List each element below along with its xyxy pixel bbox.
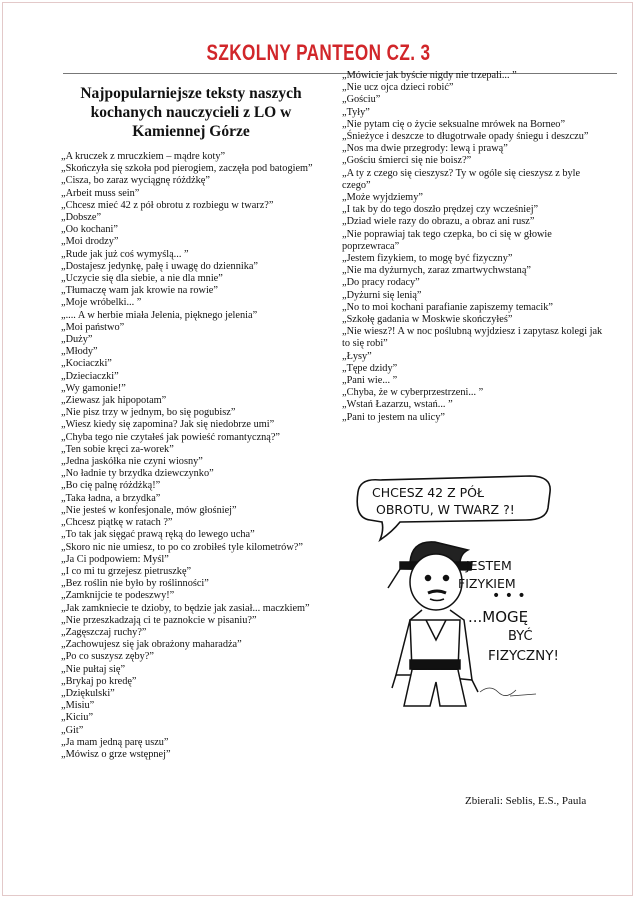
quote-item: „Kociaczki” (61, 358, 112, 370)
quote-item: „Zagęszczaj ruchy?” (61, 626, 147, 638)
quote-item: „Młody” (61, 346, 98, 358)
caption-line-4: BYĆ (508, 629, 533, 644)
quote-item: „Chyba, że w cyberprzestrzeni... ” (342, 387, 484, 399)
quote-item: „Duży” (61, 334, 93, 346)
bubble-line-2: OBROTU, W TWARZ ?! (376, 502, 515, 517)
quote-item: „Jak zamkniecie te dzioby, to będzie jak zasiał... maczkiem” (61, 602, 310, 614)
quote-item: „Chyba tego nie czytałeś jak powieść romantyczną?” (61, 431, 280, 443)
quote-item: „Do pracy rodacy” (342, 277, 420, 289)
quote-item: „Dzieciaczki” (61, 370, 119, 382)
quote-item: „Szkołę gadania w Moskwie skończyłeś” (342, 314, 513, 326)
quote-item: „Tępe dzidy” (342, 362, 398, 374)
quote-item: „Git” (61, 724, 84, 736)
cartoon-illustration (340, 470, 610, 710)
artist-signature (480, 688, 536, 696)
quote-item: „Dobsze” (61, 212, 102, 224)
quote-item: „Pani to jestem na ulicy” (342, 411, 445, 423)
quote-item: „Nie pisz trzy w jednym, bo się pogubisz” (61, 407, 236, 419)
quote-item: „Uczycie się dla siebie, a nie dla mnie” (61, 273, 223, 285)
quote-item: „Jedna jaskółka nie czyni wiosny” (61, 456, 203, 468)
quote-item: „Brykaj po kredę” (61, 675, 137, 687)
quote-item: „Chcesz piątkę w ratach ?” (61, 517, 173, 529)
quote-item: „I co mi tu grzejesz pietruszkę” (61, 565, 192, 577)
quote-item: „Nie ma dyżurnych, zaraz zmartwychwstaną” (342, 265, 531, 277)
quote-item: „Zamknijcie te podeszwy!” (61, 590, 175, 602)
quote-item: „Kiciu” (61, 712, 94, 724)
caption-line-5: FIZYCZNY! (488, 648, 559, 664)
quote-item: „Nie wiesz?! A w noc poślubną wyjdziesz i zapytasz kolegi jak to się robi” (342, 326, 605, 350)
quote-item: „Ten sobie kręci za-worek” (61, 443, 174, 455)
quote-item: „Moi państwo” (61, 321, 125, 333)
right-eye (444, 576, 449, 581)
quote-item: „A ty z czego się cieszysz? Ty w ogóle się cieszysz z byle czego” (342, 167, 583, 191)
quote-item: „No ładnie ty brzydka dziewczynko” (61, 468, 214, 480)
quote-item: „Wy gamonie!” (61, 382, 126, 394)
quote-item: „To tak jak sięgać prawą ręką do lewego ucha” (61, 529, 255, 541)
quote-item: „Nie pułtaj się” (61, 663, 126, 675)
page-title: SZKOLNY PANTEON CZ. 3 (206, 40, 431, 65)
quote-item: „Mówicie jak byście nigdy nie trzepali... ” (342, 70, 517, 81)
quote-item: „Taka ładna, a brzydka” (61, 492, 161, 504)
quote-item: „Gościu śmierci się nie boisz?” (342, 155, 472, 167)
quote-list-left (61, 151, 336, 761)
quote-item: „Moje wróbelki... ” (61, 297, 142, 309)
quote-item: „Gościu” (342, 94, 381, 106)
quote-item: „Pani wie... ” (342, 375, 398, 387)
quote-item: „Bo cię palnę różdżką!” (61, 480, 161, 492)
teacher-figure (388, 542, 478, 706)
black-belt (410, 660, 460, 669)
quote-item: „I tak by do tego doszło prędzej czy wcześniej” (342, 204, 539, 216)
caption-line-1: JESTEM (466, 558, 512, 573)
bubble-line-1: CHCESZ 42 Z PÓŁ (372, 485, 485, 500)
quote-item: „Cisza, bo zaraz wyciągnę różdżkę” (61, 175, 210, 187)
quote-item: „Skończyła się szkoła pod pierogiem, zaczęła pod batogiem” (61, 163, 313, 175)
caption-dots: • • • (492, 588, 526, 604)
quote-item: „Po co suszysz zęby?” (61, 651, 154, 663)
quote-item: „Nos ma dwie przegrody: lewą i prawą” (342, 143, 508, 155)
quote-item: „Dyżurni się lenią” (342, 289, 422, 301)
quote-item: „Ziewasz jak hipopotam” (61, 395, 167, 407)
speech-bubble (357, 476, 550, 540)
quote-item: „Ja Ci podpowiem: Myśl” (61, 553, 169, 565)
credits: Zbierali: Seblis, E.S., Paula (465, 795, 587, 807)
quote-item: „No to moi kochani parafianie zapiszemy temacik” (342, 301, 553, 313)
quote-item: „Nie przeszkadzają ci te paznokcie w pisaniu?” (61, 614, 257, 626)
quote-item: „Nie ucz ojca dzieci robić” (342, 82, 454, 94)
quote-item: „Moi drodzy” (61, 236, 119, 248)
quote-item: „Arbeit muss sein” (61, 187, 140, 199)
left-eye (426, 576, 431, 581)
quote-item: „Śnieżyce i deszcze to długotrwałe opady śniegu i deszczu” (342, 131, 589, 143)
quote-item: „Tyły” (342, 106, 370, 118)
quote-list-right (342, 70, 610, 424)
quote-item: „Dostajesz jedynkę, pałę i uwagę do dziennika” (61, 260, 258, 272)
face (410, 554, 462, 610)
quote-item: „Dziad wiele razy do obrazu, a obraz ani rusz” (342, 216, 535, 228)
article-title-line: Kamiennej Górze (132, 123, 250, 140)
caption-line-2: FIZYKIEM (458, 576, 516, 591)
quote-item: „Łysy” (342, 350, 372, 362)
article-title-line: kochanych nauczycieli z LO w (90, 104, 292, 121)
article-title (62, 84, 320, 141)
quote-item: „Nie jesteś w konfesjonale, mów głośniej” (61, 504, 237, 516)
quote-item: „Misiu” (61, 700, 95, 712)
quote-item: „Ja mam jedną parę uszu” (61, 736, 169, 748)
article-title-line: Najpopularniejsze teksty naszych (80, 85, 302, 102)
quote-item: „Tłumaczę wam jak krowie na rowie” (61, 285, 218, 297)
caption-line-3: ...MOGĘ (468, 608, 529, 626)
quote-item: „Zachowujesz się jak obrażony maharadża” (61, 639, 242, 651)
quote-item: „Bez roślin nie było by roślinności” (61, 578, 209, 590)
headband-tail (388, 566, 402, 588)
quote-item: „Wiesz kiedy się zapomina? Jak się niedobrze umi” (61, 419, 275, 431)
quote-item: „Może wyjdziemy” (342, 192, 423, 204)
quote-item: „Skoro nic nie umiesz, to po co zrobiłeś tyle kilometrów?” (61, 541, 303, 553)
quote-item: „Oo kochani” (61, 224, 118, 236)
quote-item: „Nie pytam cię o życie seksualne mrówek na Borneo” (342, 118, 566, 130)
quote-item: „Jestem fizykiem, to mogę być fizyczny” (342, 253, 513, 265)
quote-item: „A kruczek z mruczkiem – mądre koty” (61, 151, 226, 162)
quote-item: „Dziękulski” (61, 687, 115, 699)
trousers (404, 670, 466, 706)
quote-item: „Nie poprawiaj tak tego czepka, bo ci się w głowie poprzewraca” (342, 228, 555, 252)
quote-item: „.... A w herbie miała Jelenia, pięknego jelenia” (61, 309, 258, 321)
quote-item: „Rude jak już coś wymyślą... ” (61, 248, 189, 260)
quote-item: „Wstań Łazarzu, wstań... ” (342, 399, 453, 411)
quote-item: „Chcesz mieć 42 z pół obrotu z rozbiegu w twarz?” (61, 199, 274, 211)
cartoon-caption (458, 558, 559, 664)
quote-item: „Mówisz o grze wstępnej” (61, 748, 171, 760)
